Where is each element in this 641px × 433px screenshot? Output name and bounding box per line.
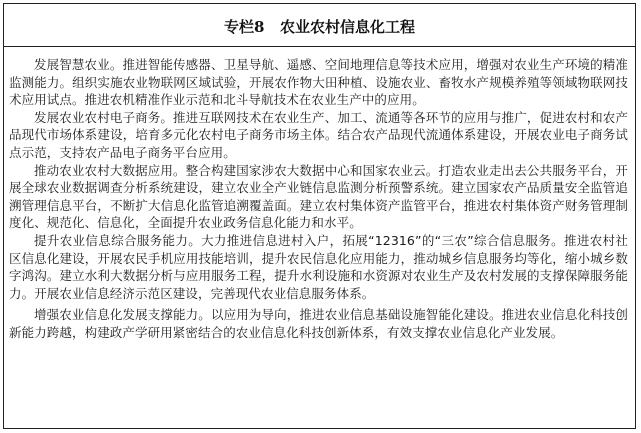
- box-title: [3, 12, 636, 42]
- box-heading: 农业农村信息化工程: [280, 18, 416, 36]
- paragraph-big-data: 推动农业农村大数据应用。整合构建国家涉农大数据中心和国家农业云。打造农业走出去公共服务平台，开展全球农业数据调查分析系统建设，建立农业全产业链信息监测分析预警系统。建立国家农产品质量安全监管追溯管理信息平台，不断扩大信息化监管追溯覆盖面。建立农村集体资产监管平台，推进农村集体资产财务管理制度化、规范化、信息化，全面提升农业政务信息化能力和水平。: [9, 162, 628, 231]
- paragraph-e-commerce: 发展农业农村电子商务。推进互联网技术在农业生产、加工、流通等各环节的应用与推广，促进农村和农产品现代市场体系建设，培育多元化农村电子商务市场主体。结合农产品现代流通体系建设，开展农业电子商务试点示范，支持农产品电子商务平台应用。: [9, 109, 628, 160]
- box-content: [9, 56, 628, 342]
- paragraph-info-services: 提升农业信息综合服务能力。大力推进信息进村入户，拓展“12316”的“三农”综合信息服务。推进农村社区信息化建设，开展农民手机应用技能培训，提升农民信息化应用能力，推动城乡信息服务均等化，缩小城乡数字鸿沟。建立水利大数据分析与应用服务工程，提升水利设施和水资源对农业生产及农村发展的支撑保障服务能力。开展农业信息经济示范区建设，完善现代农业信息服务体系。: [9, 232, 628, 301]
- paragraph-support-capacity: 增强农业信息化发展支撑能力。以应用为导向，推进农业信息基础设施智能化建设。推进农业信息化科技创新能力跨越，构建政产学研用紧密结合的农业信息化科技创新体系，有效支撑农业信息化产业发展。: [9, 307, 628, 340]
- box-label: 专栏8: [223, 18, 265, 36]
- title-divider: [4, 46, 635, 47]
- paragraph-smart-agriculture: 发展智慧农业。推进智能传感器、卫星导航、遥感、空间地理信息等技术应用，增强对农业生产环境的精准监测能力。组织实施农业物联网区域试验，开展农作物大田种植、设施农业、畜牧水产规模养殖等领域物联网技术应用试点。推进农机精准作业示范和北斗导航技术在农业生产中的应用。: [9, 57, 628, 108]
